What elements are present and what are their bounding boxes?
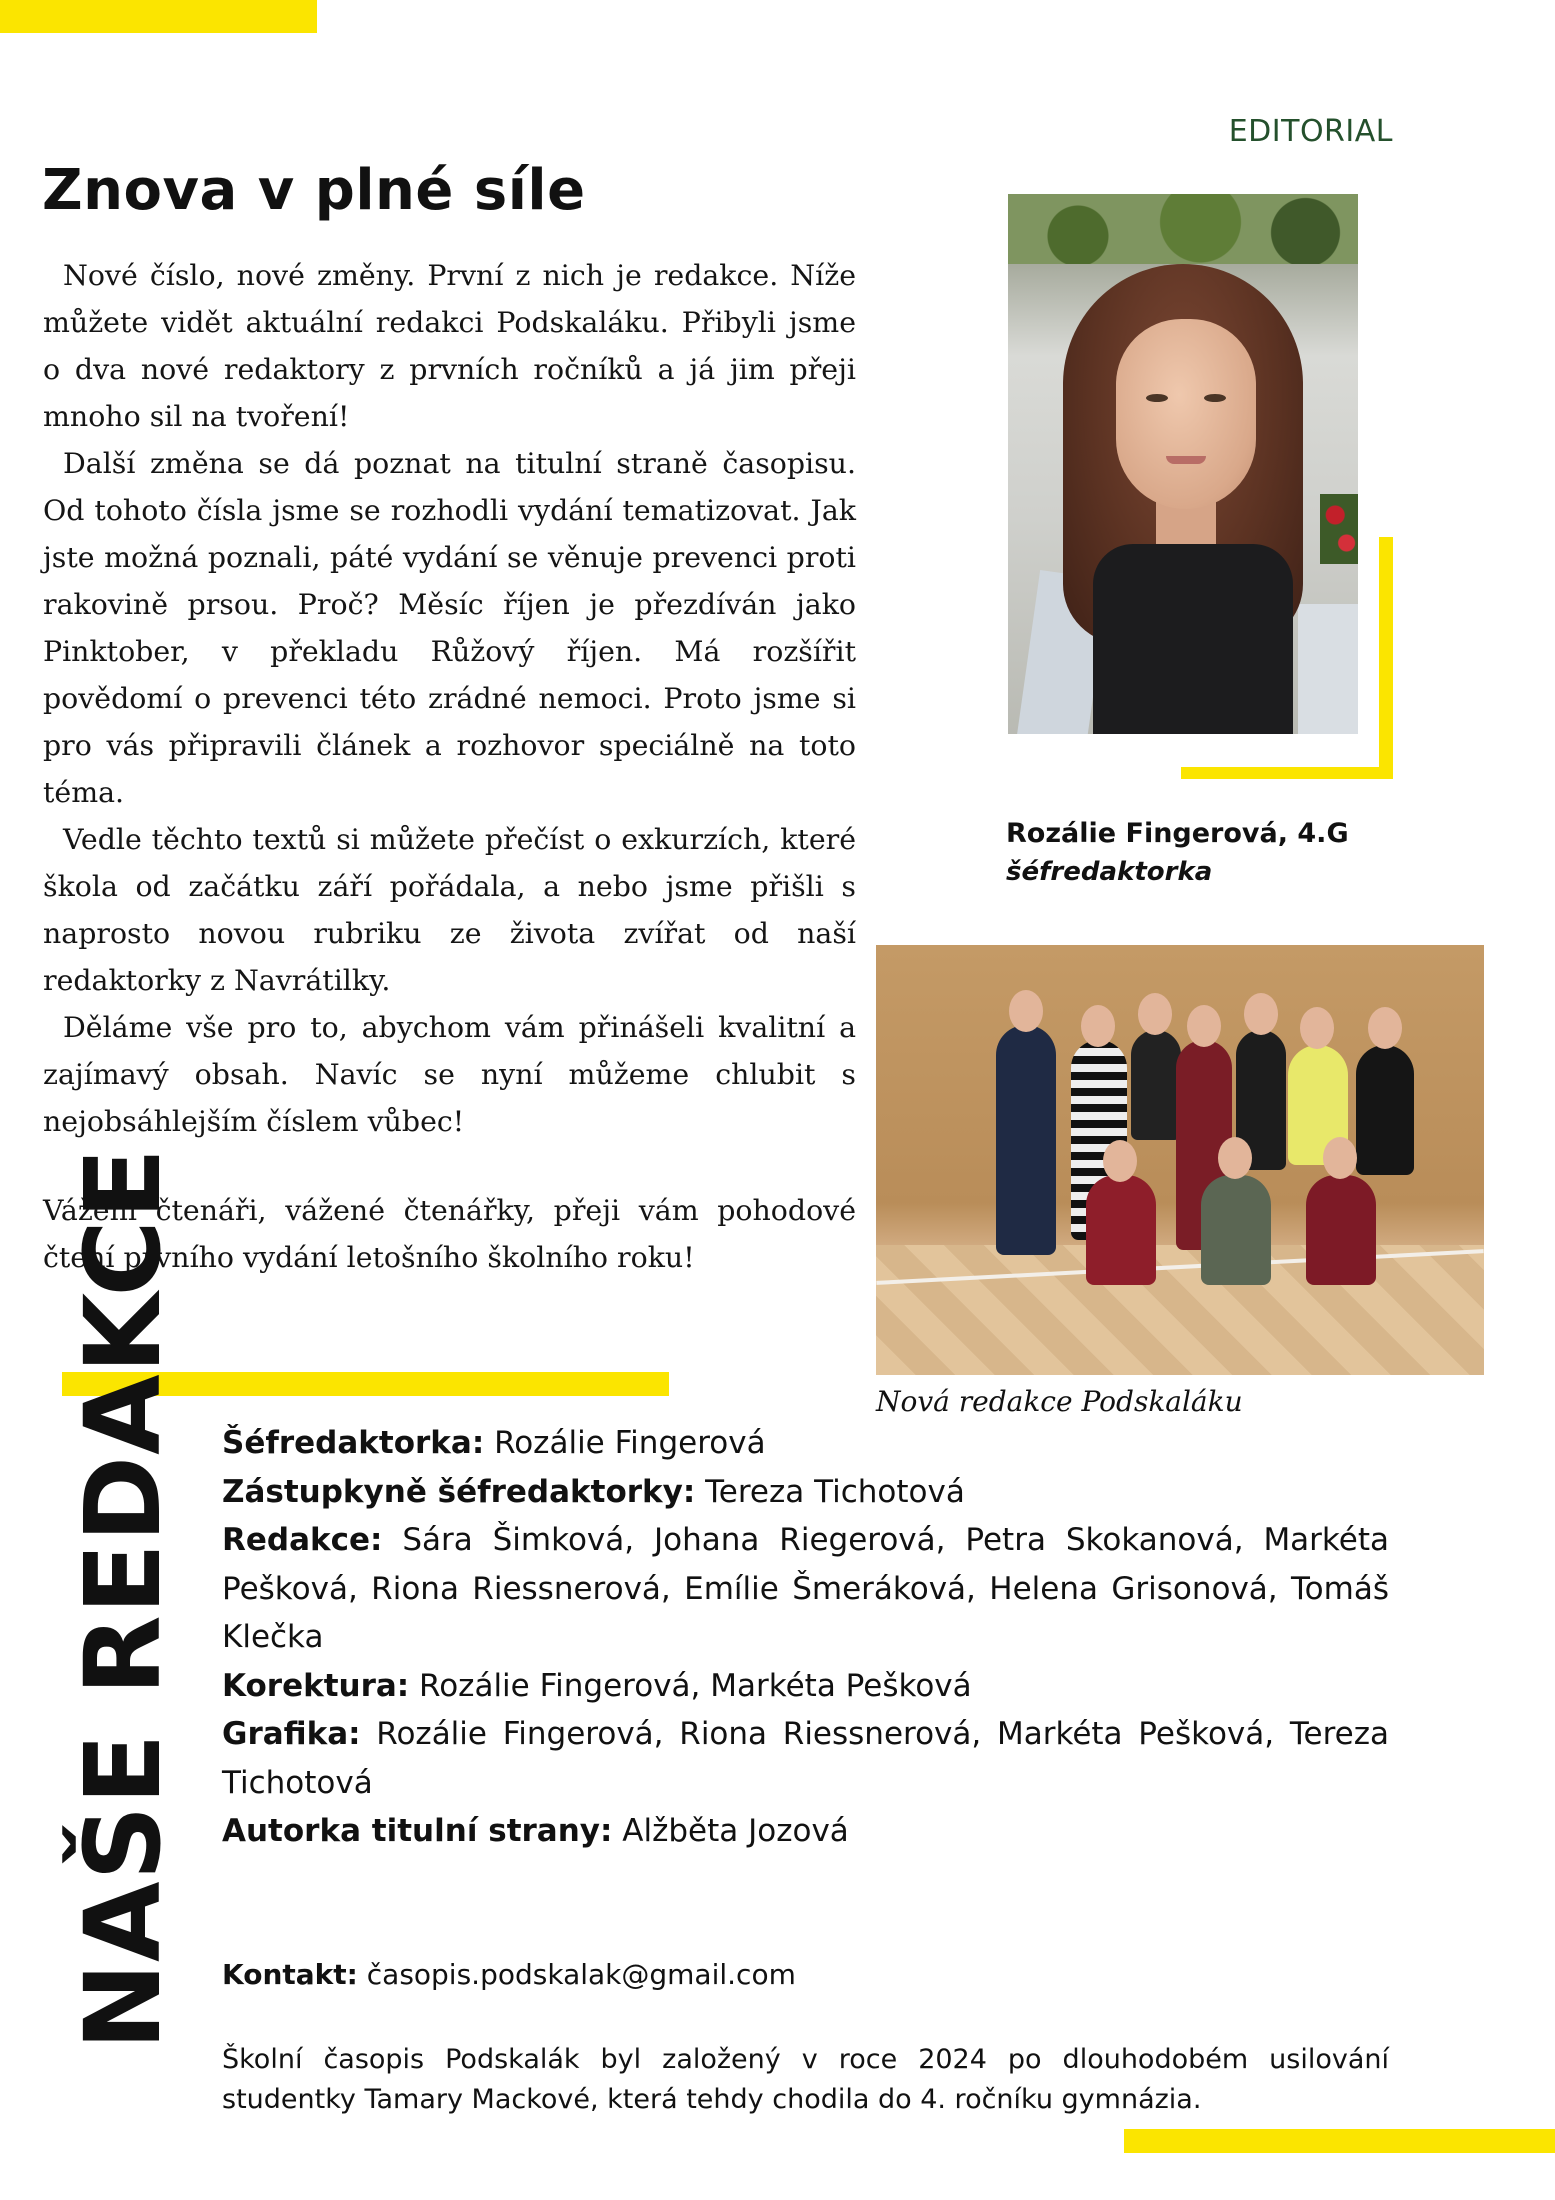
section-label: EDITORIAL — [1228, 114, 1393, 149]
bottom-accent-bar — [1124, 2129, 1555, 2153]
staff-role-label: Grafika: — [222, 1716, 361, 1752]
staff-role-label: Šéfredaktorka: — [222, 1425, 485, 1461]
staff-row — [222, 1710, 1389, 1807]
staff-role-label: Zástupkyně šéfredaktorky: — [222, 1473, 696, 1510]
staff-names: Alžběta Jozová — [612, 1813, 849, 1849]
editorial-paragraph: Děláme vše pro to, abychom vám přinášeli kvalitní a zajímavý obsah. Navíc se nyní můžeme chlubit s nejobsáhlejším číslem vůbec! — [43, 1011, 856, 1138]
editor-portrait-photo — [1008, 194, 1358, 734]
staff-names: Rozálie Fingerová, Markéta Pešková — [409, 1667, 972, 1704]
staff-names: Rozálie Fingerová — [484, 1425, 766, 1461]
staff-role-label: Autorka titulní strany: — [222, 1813, 613, 1849]
staff-row — [222, 1419, 1389, 1468]
photo-frame-accent — [1379, 537, 1393, 779]
page-title: Znova v plné síle — [42, 158, 586, 223]
editorial-paragraph: Vedle těchto textů si můžete přečíst o exkurzích, které škola od začátku září pořádala, a nebo jsme přišli s naprosto novou rubriku ze života zvířat od naší redaktorky z Navrátilky. — [43, 823, 856, 997]
staff-heading: NAŠE REDAKCE — [62, 1147, 184, 2050]
editorial-body — [43, 252, 856, 1145]
editorial-closing: Vážení čtenáři, vážené čtenářky, přeji vám pohodové čtení prvního vydání letošního školního roku! — [43, 1194, 856, 1274]
staff-role-label: Korektura: — [222, 1667, 410, 1704]
staff-names: Rozálie Fingerová, Riona Riessnerová, Markéta Pešková, Tereza Tichotová — [222, 1716, 1389, 1801]
contact-line — [222, 1958, 796, 1991]
staff-row — [222, 1516, 1389, 1662]
editorial-team-photo — [876, 945, 1484, 1375]
contact-email-link[interactable]: časopis.podskalak@gmail.com — [366, 1958, 796, 1991]
staff-row — [222, 1807, 1389, 1856]
photo-frame-accent — [1181, 767, 1393, 779]
contact-label: Kontakt: — [222, 1958, 358, 1991]
magazine-about-text: Školní časopis Podskalák byl založený v roce 2024 po dlouhodobém usilování studentky Tamary Mackové, která tehdy chodila do 4. ročníku gymnázia. — [222, 2044, 1389, 2115]
staff-row — [222, 1662, 1389, 1711]
portrait-role: šéfredaktorka — [1006, 857, 1213, 887]
staff-role-label: Redakce: — [222, 1522, 383, 1558]
staff-row — [222, 1468, 1389, 1517]
portrait-name: Rozálie Fingerová, 4.G — [1006, 818, 1349, 849]
editorial-paragraph: Další změna se dá poznat na titulní straně časopisu. Od tohoto čísla jsme se rozhodli vydání tematizovat. Jak jste možná poznali, páté vydání se věnuje prevenci proti rakovině prsou. Proč? Měsíc říjen je přezdíván jako Pinktober, v překladu Růžový říjen. Má rozšířit povědomí o prevenci této zrádné nemoci. Proto jsme si pro vás připravili článek a rozhovor speciálně na toto téma. — [43, 447, 856, 809]
editorial-paragraph: Nové číslo, nové změny. První z nich je redakce. Níže můžete vidět aktuální redakci Podskaláku. Přibyli jsme o dva nové redaktory z prvních ročníků a já jim přeji mnoho sil na tvoření! — [43, 259, 856, 433]
staff-names: Sára Šimková, Johana Riegerová, Petra Skokanová, Markéta Pešková, Riona Riessnerová, Emílie Šmeráková, Helena Grisonová, Tomáš Klečka — [222, 1522, 1389, 1655]
staff-names: Tereza Tichotová — [695, 1473, 965, 1510]
top-accent-bar — [0, 0, 317, 33]
group-photo-caption: Nová redakce Podskaláku — [876, 1385, 1243, 1418]
staff-list — [222, 1419, 1389, 1856]
